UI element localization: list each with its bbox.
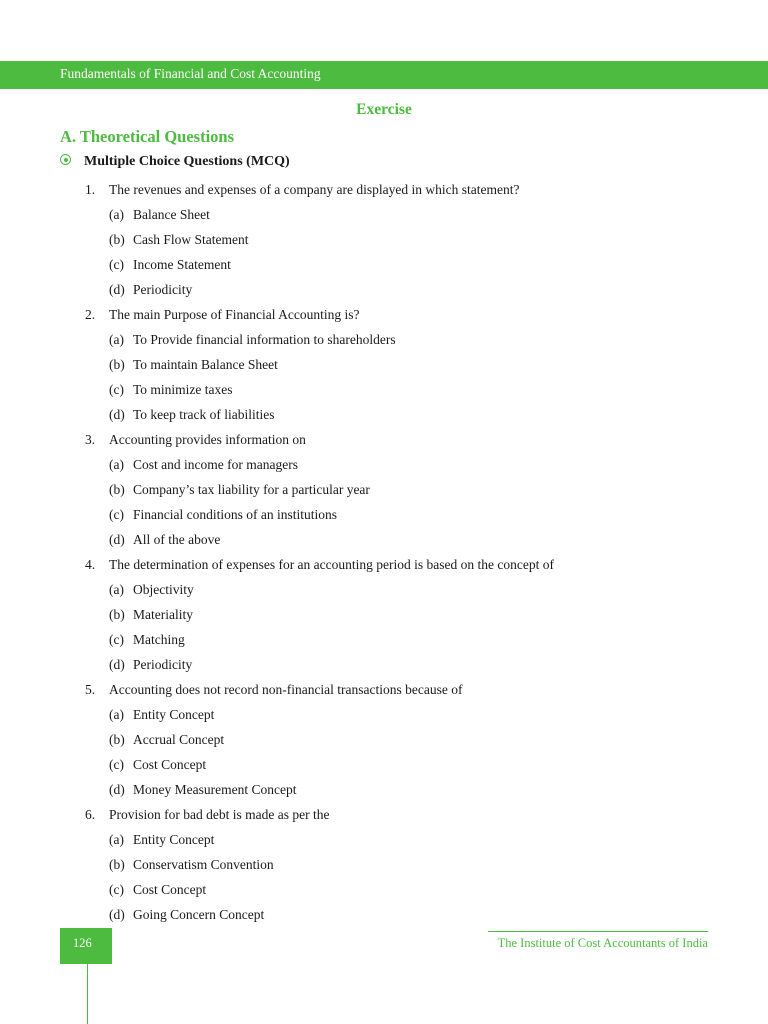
question-number: 1. [85, 182, 96, 197]
option-item [0, 505, 768, 530]
option-text: To Provide financial information to shareholders [133, 332, 396, 347]
page-number-line [87, 964, 88, 1024]
option-text: Periodicity [133, 282, 193, 297]
circle-dot-bullet-icon [60, 154, 71, 165]
subsection-title: Multiple Choice Questions (MCQ) [84, 154, 290, 169]
option-label: (a) [109, 457, 124, 472]
question-item [0, 430, 768, 455]
question-number: 4. [85, 557, 96, 572]
option-label: (c) [109, 507, 124, 522]
question-list [0, 180, 768, 930]
option-text: Entity Concept [133, 832, 215, 847]
option-item [0, 580, 768, 605]
option-item [0, 255, 768, 280]
option-text: Matching [133, 632, 185, 647]
option-text: Income Statement [133, 257, 231, 272]
footer-institute: The Institute of Cost Accountants of India [497, 936, 708, 950]
section-heading: A. Theoretical Questions [60, 127, 235, 146]
option-text: To maintain Balance Sheet [133, 357, 278, 372]
option-text: Cost Concept [133, 882, 207, 897]
option-text: Company’s tax liability for a particular year [133, 482, 370, 497]
exercise-title: Exercise [356, 101, 412, 118]
option-text: All of the above [133, 532, 221, 547]
option-item [0, 205, 768, 230]
option-item [0, 380, 768, 405]
option-label: (c) [109, 757, 124, 772]
option-label: (b) [109, 357, 125, 372]
option-text: Financial conditions of an institutions [133, 507, 337, 522]
option-text: Cost and income for managers [133, 457, 298, 472]
option-label: (a) [109, 707, 124, 722]
option-label: (b) [109, 607, 125, 622]
option-text: Conservatism Convention [133, 857, 274, 872]
option-label: (d) [109, 657, 125, 672]
footer-rule [488, 931, 708, 932]
option-label: (b) [109, 732, 125, 747]
subsection-heading [60, 154, 290, 170]
option-item [0, 480, 768, 505]
option-item [0, 755, 768, 780]
option-item [0, 705, 768, 730]
option-text: To keep track of liabilities [133, 407, 275, 422]
option-label: (c) [109, 257, 124, 272]
option-label: (c) [109, 632, 124, 647]
option-label: (d) [109, 282, 125, 297]
option-item [0, 230, 768, 255]
question-text: Provision for bad debt is made as per the [109, 807, 330, 822]
option-item [0, 855, 768, 880]
option-label: (a) [109, 582, 124, 597]
option-text: Objectivity [133, 582, 194, 597]
option-item [0, 405, 768, 430]
page-number: 126 [73, 936, 92, 950]
option-label: (d) [109, 532, 125, 547]
option-text: Accrual Concept [133, 732, 225, 747]
question-item [0, 805, 768, 830]
question-text: Accounting provides information on [109, 432, 306, 447]
option-item [0, 655, 768, 680]
option-item [0, 880, 768, 905]
question-item [0, 680, 768, 705]
option-text: Cash Flow Statement [133, 232, 249, 247]
question-text: Accounting does not record non-financial transactions because of [109, 682, 463, 697]
header-title: Fundamentals of Financial and Cost Accounting [60, 66, 321, 81]
option-label: (c) [109, 882, 124, 897]
option-item [0, 780, 768, 805]
option-label: (b) [109, 857, 125, 872]
option-item [0, 730, 768, 755]
option-label: (c) [109, 382, 124, 397]
option-item [0, 630, 768, 655]
option-label: (d) [109, 907, 125, 922]
option-label: (a) [109, 832, 124, 847]
question-text: The main Purpose of Financial Accounting is? [109, 307, 360, 322]
option-text: To minimize taxes [133, 382, 233, 397]
option-label: (d) [109, 407, 125, 422]
option-text: Periodicity [133, 657, 193, 672]
question-number: 2. [85, 307, 96, 322]
question-item [0, 555, 768, 580]
option-text: Materiality [133, 607, 193, 622]
option-item [0, 280, 768, 305]
question-item [0, 305, 768, 330]
option-item [0, 905, 768, 930]
option-text: Money Measurement Concept [133, 782, 297, 797]
option-label: (b) [109, 482, 125, 497]
question-number: 3. [85, 432, 96, 447]
question-number: 5. [85, 682, 96, 697]
option-item [0, 830, 768, 855]
option-label: (b) [109, 232, 125, 247]
question-text: The determination of expenses for an accounting period is based on the concept of [109, 557, 554, 572]
option-text: Balance Sheet [133, 207, 210, 222]
option-label: (a) [109, 332, 124, 347]
option-text: Entity Concept [133, 707, 215, 722]
option-item [0, 355, 768, 380]
option-item [0, 330, 768, 355]
option-text: Cost Concept [133, 757, 207, 772]
option-label: (d) [109, 782, 125, 797]
option-item [0, 530, 768, 555]
question-text: The revenues and expenses of a company are displayed in which statement? [109, 182, 520, 197]
option-text: Going Concern Concept [133, 907, 265, 922]
option-item [0, 455, 768, 480]
option-label: (a) [109, 207, 124, 222]
question-number: 6. [85, 807, 96, 822]
option-item [0, 605, 768, 630]
question-item [0, 180, 768, 205]
